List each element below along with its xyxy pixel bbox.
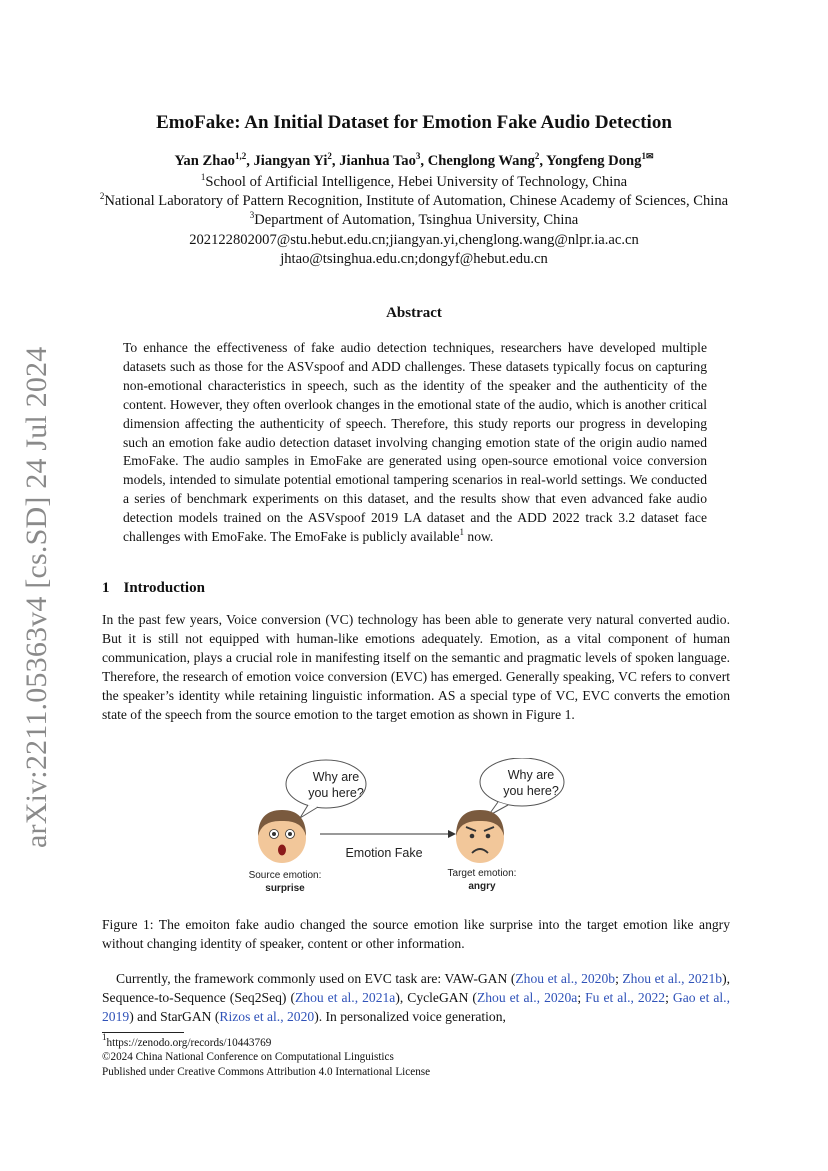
arrow-head-icon <box>448 830 456 838</box>
speech-bubble <box>286 760 366 808</box>
abstract-heading: Abstract <box>386 305 442 321</box>
target-emotion-label: Target emotion: <box>447 868 517 879</box>
bubble-text: you here? <box>503 784 559 798</box>
author-sup: 3 <box>415 151 421 161</box>
author-sup: 2 <box>534 151 540 161</box>
intro-paragraph: In the past few years, Voice conversion (VC) technology has been able to generate very natural converted audio. But it is still not equipped with human-like emotions adequately. Emotion, as a vital component of human communication, plays a crucial role in manifesting itself on the semantic and pragmatic levels of spoken language. Therefore, the research of emotion voice conversion (EVC) has emerged. Generally speaking, VC refers to convert the speaker’s identity while retaining linguistic information. AS a special type of VC, EVC converts the emotion state of the speech from the source emotion to the target emotion as shown in Figure 1. <box>102 612 730 722</box>
arxiv-stamp: arXiv:2211.05363v4 [cs.SD] 24 Jul 2024 <box>20 346 53 848</box>
copyright-note: ©2024 China National Conference on Computational Linguistics <box>102 1051 394 1064</box>
surprised-face-icon <box>258 810 306 863</box>
citation-link[interactable]: Fu et al., 2022 <box>585 989 666 1005</box>
emotion-fake-figure <box>238 758 598 898</box>
source-emotion-value: surprise <box>265 883 305 894</box>
author-sup: 1,2 <box>234 151 247 161</box>
target-emotion-value: angry <box>468 881 496 892</box>
author: Jianhua Tao <box>339 153 416 169</box>
author: Yan Zhao <box>174 153 235 169</box>
paragraph: Currently, the framework commonly used on EVC task are: VAW-GAN (Zhou et al., 2020b; Zhou et al., 2021b), Sequence-to-Sequence (Seq2Seq) (Zhou et al., 2021a), CycleGAN (Zhou et al., 2020a; Fu et al., 2022; Gao et al., 2019) and StarGAN (Rizos et al., 2020). In personalized voice generation, <box>102 971 730 1024</box>
license-note: Published under Creative Commons Attribution 4.0 International License <box>102 1065 431 1078</box>
abstract-text: To enhance the effectiveness of fake audio detection techniques, researchers have developed multiple datasets such as those for the ASVspoof and ADD challenges. These datasets typically focus on capturing non-emotional characteristics in speech, such as the identity of the speaker and the authenticity of the content. However, they often overlook changes in the emotional state of the audio, which is another critical dimension affecting the authenticity of speech. Therefore, this study reports our progress in developing such an emotion fake audio detection dataset involving changing emotion state of the origin audio named EmoFake. The audio samples in EmoFake are generated using open-source emotional voice conversion models, intended to simulate potential emotional tampering scenarios in real-world settings. We conducted a series of benchmark experiments on this dataset, and the results show that even advanced fake audio detection models trained on the ASVspoof 2019 LA dataset and the ADD 2022 track 3.2 dataset face challenges with EmoFake. The EmoFake is publicly available$^1$ now. <box>123 340 707 545</box>
citation-link[interactable]: Zhou et al., 2021a <box>294 989 396 1005</box>
paper-title: EmoFake: An Initial Dataset for Emotion Fake Audio Detection <box>156 112 672 133</box>
citation-link[interactable]: Gao et al., 2019 <box>102 989 730 1024</box>
bubble-text: Why are <box>312 770 360 784</box>
author: Jiangyan Yi <box>253 153 328 169</box>
citation-link[interactable]: Rizos et al., 2020 <box>219 1008 315 1024</box>
angry-face-icon <box>456 810 504 863</box>
footnotes <box>102 1032 431 1079</box>
figure-caption: Figure 1: The emoiton fake audio changed the source emotion like surprise into the target emotion like angry without changing identity of speaker, content or other information. <box>102 917 730 951</box>
citation-link[interactable]: Zhou et al., 2020a <box>476 989 578 1005</box>
affiliation: $^3$Department of Automation, Tsinghua University, China <box>249 210 579 228</box>
footnote-mark: 1 <box>459 527 464 538</box>
author-sup: 2 <box>327 151 332 161</box>
bubble-text: you here? <box>308 786 364 800</box>
source-emotion-label: Source emotion: <box>248 870 322 881</box>
email-line: 202122802007@stu.hebut.edu.cn;jiangyan.yi,chenglong.wang@nlpr.ia.ac.cn <box>189 232 639 248</box>
bubble-tail <box>300 805 318 818</box>
citation-link[interactable]: Zhou et al., 2021b <box>622 971 723 986</box>
email-line: jhtao@tsinghua.edu.cn;dongyf@hebut.edu.cn <box>280 251 548 267</box>
author-list: Yan Zhao$^{1,2}$, Jiangyan Yi$^2$, Jianhua Tao$^3$, Chenglong Wang$^2$, Yongfeng Dong$^{1✉}$ <box>174 151 654 169</box>
arrow-label: Emotion Fake <box>345 846 423 860</box>
speech-bubble <box>480 758 564 806</box>
affiliation: $^2$National Laboratory of Pattern Recognition, Institute of Automation, Chinese Academy of Sciences, China <box>99 191 729 209</box>
bubble-text: Why are <box>507 768 555 782</box>
author: Chenglong Wang <box>427 153 535 169</box>
section-heading: 1 Introduction <box>102 580 205 596</box>
author: Yongfeng Dong <box>546 153 642 169</box>
footnote-rule <box>102 1032 184 1033</box>
footnote-url[interactable]: $^1$https://zenodo.org/records/10443769 <box>102 1032 272 1049</box>
author-sup: 1✉ <box>641 151 654 161</box>
citation-link[interactable]: Zhou et al., 2020b <box>515 971 616 986</box>
affiliation: $^1$School of Artificial Intelligence, Hebei University of Technology, China <box>200 172 628 190</box>
